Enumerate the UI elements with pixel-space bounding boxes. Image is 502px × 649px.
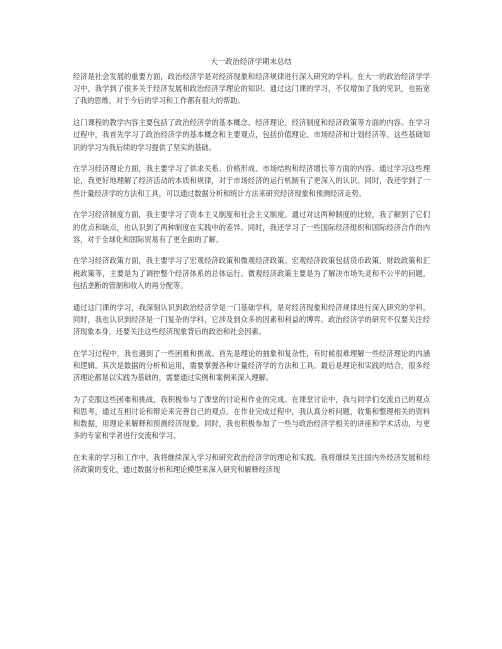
- paragraph-3: 在学习经济理论方面，我主要学习了供求关系、价格形成、市场结构和经济增长等方面的内容。通过学习这些理论，我更好地理解了经济活动的本质和规律，对于市场经济的运行机制有了更深入的认识。同时，我还学到了一些计量经济学的方法和工具，可以通过数据分析和统计方法来研究经济现象和预测经济走势。: [73, 164, 430, 198]
- paragraph-6: 通过这门课的学习，我深刻认识到政治经济学是一门基础学科，是对经济现象和经济规律进行深入研究的学科。同时，我也认识到经济是一门复杂的学科，它涉及到众多的因素和利益的博弈。政治经济学的研究不仅要关注经济现象本身，还要关注这些经济现象背后的政治和社会因素。: [73, 302, 430, 336]
- paragraph-7: 在学习过程中，我也遇到了一些困难和挑战。首先是理论的抽象和复杂性，有时候很难理解一些经济理论的内涵和逻辑。其次是数据的分析和运用，需要掌握各种计量经济学的方法和工具。最后是理论和实践的结合，很多经济理论都是以实践为基础的，需要通过实例和案例来深入理解。: [73, 348, 430, 383]
- document-body: [73, 71, 430, 486]
- paragraph-2: 这门课程的教学内容主要包括了政治经济学的基本概念、经济理论、经济制度和经济政策等方面的内容。在学习过程中，我首先学习了政治经济学的基本概念和主要观点，包括价值理论、市场经济和计划经济等。这些基础知识的学习为我后续的学习提供了坚实的基础。: [73, 118, 430, 152]
- paragraph-8: 为了克服这些困难和挑战，我积极参与了课堂的讨论和作业的完成。在课堂讨论中，我与同学们交流自己的观点和思考，通过互相讨论和辩论来完善自己的观点。在作业完成过程中，我认真分析问题，收集和整理相关的资料和数据，用理论来解释和预测经济现象。同时，我也积极参加了一些与政治经济学相关的讲座和学术活动，与更多的专家和学者进行交流和学习。: [73, 394, 430, 441]
- paragraph-5: 在学习经济政策方面，我主要学习了宏观经济政策和微观经济政策。宏观经济政策包括货币政策、财政政策和汇税政策等，主要是为了调控整个经济体系的总体运行。微观经济政策主要是为了解决市场失灵和不公平的问题，包括垄断的管制和收入的再分配等。: [73, 256, 430, 290]
- document-title: 大一政治经济学期末总结: [210, 57, 292, 66]
- paragraph-9: 在未来的学习和工作中，我将继续深入学习和研究政治经济学的理论和实践。我将继续关注国内外经济发展和经济政策的变化，通过数据分析和理论模型来深入研究和解释经济现: [73, 453, 430, 475]
- paragraph-1: 经济是社会发展的重要方面，政治经济学是对经济现象和经济规律进行深入研究的学科。在大一的政治经济学学习中，我学到了很多关于经济发展和政治经济学理论的知识。通过这门课的学习，不仅增加了我的见识，也拓宽了我的思维，对于今后的学习和工作都有很大的帮助。: [73, 72, 430, 106]
- paragraph-4: 在学习经济制度方面，我主要学习了资本主义制度和社会主义制度。通过对这两种制度的比较，我了解到了它们的优点和缺点，也认识到了两种制度在实践中的差异。同时，我还学习了一些国际经济组织和国际经济合作的内容，对于全球化和国际贸易有了更全面的了解。: [73, 210, 430, 244]
